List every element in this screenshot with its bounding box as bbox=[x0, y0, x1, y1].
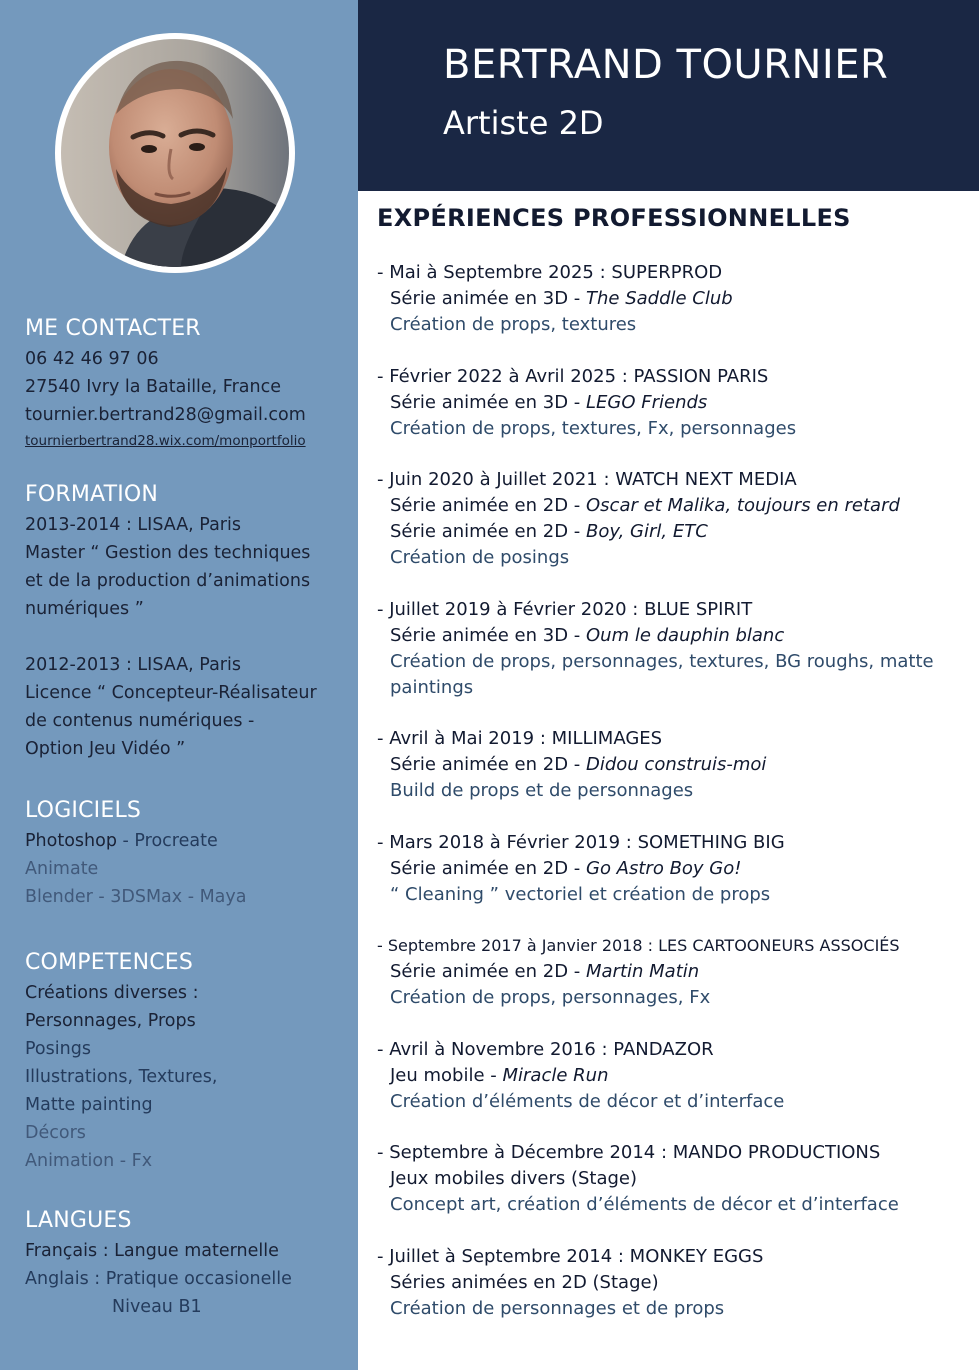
competence-item: Créations diverses : bbox=[25, 983, 199, 1003]
language-english: Anglais : Pratique occasionelle bbox=[25, 1269, 292, 1289]
experience-item bbox=[377, 1140, 972, 1218]
project-title: Oscar et Malika, toujours en retard bbox=[586, 495, 900, 516]
project-type: Série animée en 2D - bbox=[390, 961, 586, 982]
contact-title: ME CONTACTER bbox=[25, 316, 201, 341]
logiciels-section bbox=[25, 798, 345, 911]
experience-heading: - Juillet à Septembre 2014 : MONKEY EGGS bbox=[377, 1245, 764, 1267]
experiences-title: EXPÉRIENCES PROFESSIONNELLES bbox=[377, 204, 851, 232]
portfolio-link[interactable]: tournierbertrand28.wix.com/monportfolio bbox=[25, 433, 306, 449]
experience-heading: - Juillet 2019 à Février 2020 : BLUE SPIRIT bbox=[377, 598, 753, 620]
formation-line: Master “ Gestion des techniques bbox=[25, 543, 311, 563]
formation-line: Option Jeu Vidéo ” bbox=[25, 739, 186, 759]
software-animate: Animate bbox=[25, 859, 99, 879]
portrait-image bbox=[61, 39, 289, 267]
contact-email: tournier.bertrand28@gmail.com bbox=[25, 405, 306, 425]
project-type: Séries animées en 2D (Stage) bbox=[390, 1271, 659, 1293]
experience-task: Création de props, personnages, textures, BG roughs, matte paintings bbox=[390, 650, 934, 698]
experience-item bbox=[377, 467, 972, 571]
formation-line: et de la production d’animations bbox=[25, 571, 311, 591]
experience-item bbox=[377, 364, 972, 442]
project-type: Série animée en 3D - bbox=[390, 288, 586, 309]
experience-project bbox=[377, 1166, 972, 1192]
experience-project bbox=[377, 1063, 972, 1089]
project-type: Série animée en 3D - bbox=[390, 391, 586, 413]
header-banner bbox=[358, 0, 979, 191]
experience-task: Création de props, textures bbox=[390, 314, 637, 335]
software-procreate: - Procreate bbox=[116, 831, 218, 851]
project-title: Oum le dauphin blanc bbox=[586, 624, 785, 646]
contact-phone: 06 42 46 97 06 bbox=[25, 349, 159, 369]
profile-photo bbox=[61, 39, 289, 267]
language-french: Français : Langue maternelle bbox=[25, 1241, 279, 1261]
experience-item bbox=[377, 597, 972, 701]
experience-project bbox=[377, 286, 972, 312]
software-photoshop: Photoshop bbox=[25, 831, 117, 851]
experience-project bbox=[377, 519, 972, 545]
formation-section bbox=[25, 482, 345, 763]
experience-task: Création de props, textures, Fx, personnages bbox=[390, 417, 797, 439]
formation-entry bbox=[25, 511, 345, 623]
experience-heading: - Avril à Mai 2019 : MILLIMAGES bbox=[377, 728, 663, 749]
competences-section bbox=[25, 950, 345, 1175]
project-type: Série animée en 2D - bbox=[390, 495, 586, 516]
project-title: Go Astro Boy Go! bbox=[586, 857, 742, 879]
experience-project bbox=[377, 1270, 972, 1296]
competence-item: Posings bbox=[25, 1039, 91, 1059]
experience-heading: - Septembre à Décembre 2014 : MANDO PRODUCTIONS bbox=[377, 1142, 881, 1163]
person-name: BERTRAND TOURNIER bbox=[443, 42, 889, 88]
formation-line: 2012-2013 : LISAA, Paris bbox=[25, 655, 241, 675]
experience-task: Création de props, personnages, Fx bbox=[390, 987, 711, 1008]
project-type: Série animée en 2D - bbox=[390, 521, 586, 542]
experience-item bbox=[377, 1037, 972, 1115]
experience-task: Build de props et de personnages bbox=[390, 780, 694, 801]
logiciels-title: LOGICIELS bbox=[25, 798, 142, 823]
experience-task: Création d’éléments de décor et d’interface bbox=[390, 1090, 785, 1112]
project-title: Boy, Girl, ETC bbox=[586, 521, 708, 542]
formation-line: de contenus numériques - bbox=[25, 711, 255, 731]
experience-item bbox=[377, 726, 972, 804]
experience-heading: - Avril à Novembre 2016 : PANDAZOR bbox=[377, 1038, 714, 1060]
competences-title: COMPETENCES bbox=[25, 950, 194, 975]
experience-project bbox=[377, 493, 972, 519]
competence-item: Décors bbox=[25, 1123, 86, 1143]
langues-section bbox=[25, 1208, 345, 1321]
experience-heading: - Février 2022 à Avril 2025 : PASSION PARIS bbox=[377, 365, 769, 387]
experience-task: “ Cleaning ” vectoriel et création de props bbox=[390, 883, 771, 905]
experience-heading: - Juin 2020 à Juillet 2021 : WATCH NEXT MEDIA bbox=[377, 469, 797, 490]
profile-photo-frame bbox=[55, 33, 295, 273]
experience-task: Création de personnages et de props bbox=[390, 1297, 725, 1319]
langues-title: LANGUES bbox=[25, 1208, 132, 1233]
competence-item: Matte painting bbox=[25, 1095, 153, 1115]
experience-project bbox=[377, 390, 972, 416]
project-type: Série animée en 2D - bbox=[390, 857, 586, 879]
project-title: Martin Matin bbox=[586, 961, 700, 982]
project-title: The Saddle Club bbox=[586, 288, 733, 309]
experience-project bbox=[377, 959, 972, 985]
experience-item bbox=[377, 830, 972, 908]
contact-address: 27540 Ivry la Bataille, France bbox=[25, 377, 281, 397]
experience-item bbox=[377, 1244, 972, 1322]
experience-task: Création de posings bbox=[390, 547, 570, 568]
experience-project bbox=[377, 623, 972, 649]
competence-item: Personnages, Props bbox=[25, 1011, 196, 1031]
project-type: Jeux mobiles divers (Stage) bbox=[390, 1168, 638, 1189]
experience-project bbox=[377, 752, 972, 778]
project-type: Série animée en 2D - bbox=[390, 754, 586, 775]
experience-heading: - Mai à Septembre 2025 : SUPERPROD bbox=[377, 262, 723, 283]
software-3d: Blender - 3DSMax - Maya bbox=[25, 887, 247, 907]
formation-title: FORMATION bbox=[25, 482, 159, 507]
experience-task: Concept art, création d’éléments de décor et d’interface bbox=[390, 1194, 899, 1215]
formation-line: Licence “ Concepteur-Réalisateur bbox=[25, 683, 317, 703]
formation-entry bbox=[25, 651, 345, 763]
logiciels-line bbox=[25, 827, 345, 855]
experience-project bbox=[377, 856, 972, 882]
project-title: Didou construis-moi bbox=[586, 754, 767, 775]
experience-item bbox=[377, 260, 972, 338]
language-english-level: Niveau B1 bbox=[112, 1297, 202, 1317]
project-title: Miracle Run bbox=[502, 1064, 609, 1086]
project-title: LEGO Friends bbox=[586, 391, 708, 413]
formation-line: numériques ” bbox=[25, 599, 144, 619]
person-role: Artiste 2D bbox=[443, 104, 604, 142]
experiences-list bbox=[377, 260, 972, 1347]
contact-section bbox=[25, 316, 345, 453]
experience-item bbox=[377, 933, 972, 1011]
project-type: Série animée en 3D - bbox=[390, 624, 586, 646]
project-type: Jeu mobile - bbox=[390, 1064, 503, 1086]
formation-line: 2013-2014 : LISAA, Paris bbox=[25, 515, 241, 535]
experience-heading: - Septembre 2017 à Janvier 2018 : LES CARTOONEURS ASSOCIÉS bbox=[377, 936, 900, 955]
experience-heading: - Mars 2018 à Février 2019 : SOMETHING BIG bbox=[377, 831, 785, 853]
competence-item: Animation - Fx bbox=[25, 1151, 153, 1171]
sidebar bbox=[0, 0, 358, 1370]
competence-item: Illustrations, Textures, bbox=[25, 1067, 218, 1087]
